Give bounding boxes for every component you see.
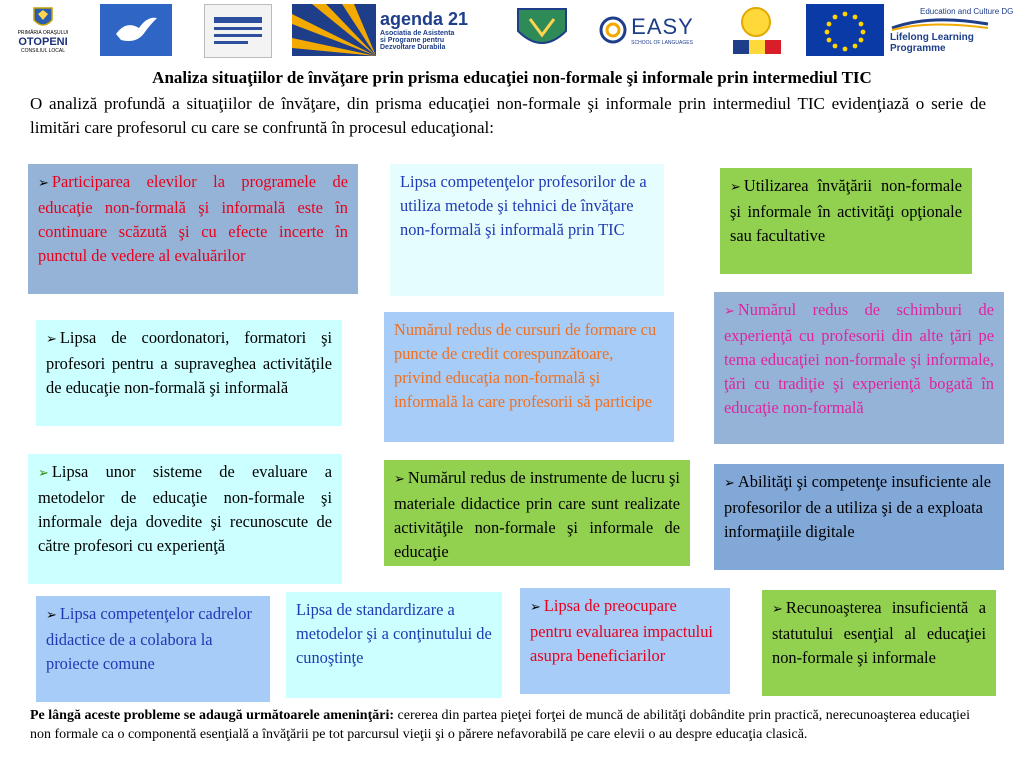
intro-paragraph: O analiză profundă a situaţiilor de învăţare, din prisma educaţiei non-formale şi informale prin intermediul TIC evidenţiază o serie de limitări care profesorul cu care se confruntă în procesul educaţional: <box>30 94 986 137</box>
footer-text: cererea din partea pieţei forţei de muncă de abilităţi dobândite prin practică, nerecunoaşterea educaţiei non formale ca o componentă esenţială a învăţării pe tot parcursul vieţii şi o părere nefavorabilă pe care elevii o au despre educaţia clasică. <box>30 708 971 742</box>
box-optional-activities: ➢ Utilizarea învăţării non-formale şi informale în activităţi opţionale sau facultative <box>720 168 972 274</box>
arrow-bullet-icon: ➢ <box>394 472 405 487</box>
box-teacher-competences: Lipsa competenţelor profesorilor de a utiliza metode şi tehnici de învăţare non-formală şi informală prin TIC <box>390 164 664 296</box>
sunburst-icon <box>292 4 376 56</box>
box-teaching-materials: ➢ Numărul redus de instrumente de lucru şi materiale didactice prin care sunt realizate activităţile non-formale şi informale de educaţie <box>384 460 690 566</box>
box-collaboration: ➢ Lipsa competenţelor cadrelor didactice de a colabora la proiecte comune <box>36 596 270 702</box>
box-training-courses: Numărul redus de cursuri de formare cu puncte de credit corespunzătoare, privind educaţia non-formală şi informală la care profesorii să participe <box>384 312 674 442</box>
box-standardization: Lipsa de standardizare a metodelor şi a conţinutului de cunoştinţe <box>286 592 502 698</box>
crest-logo <box>510 4 574 56</box>
arrow-bullet-icon: ➢ <box>772 602 783 617</box>
footer-paragraph <box>30 706 970 744</box>
sun-logo <box>720 4 792 56</box>
llp-logo: Education and Culture DG Lifelong Learning Programme <box>890 6 1014 54</box>
box-digital-skills: ➢ Abilităţi şi competenţe insuficiente ale profesorilor de a utiliza şi de a exploata informaţiile digitale <box>714 464 1004 570</box>
box-impact-evaluation: ➢ Lipsa de preocupare pentru evaluarea impactului asupra beneficiarilor <box>520 588 730 694</box>
agenda21-logo: agenda 21 Asociatia de Asistenta si Programe pentru Dezvoltare Durabila <box>292 4 500 56</box>
box-coordinators: ➢ Lipsa de coordonatori, formatori şi profesori pentru a supraveghea activităţile de educaţie non-formală şi informală <box>36 320 342 426</box>
arrow-bullet-icon: ➢ <box>724 476 735 491</box>
shield-icon <box>514 5 570 55</box>
box-evaluation-systems: ➢ Lipsa unor sisteme de evaluare a metodelor de educaţie non-formale şi informale deja dovedite şi recunoscute de către profesori cu experienţă <box>28 454 342 584</box>
school-logo <box>204 4 272 58</box>
swirl-icon <box>598 15 628 45</box>
footer-lead: Pe lângă aceste probleme se adaugă următoarele ameninţări: <box>30 708 394 723</box>
box-experience-exchange: ➢ Numărul redus de schimburi de experienţă cu profesorii din alte ţări pe tema educaţiei non-formale şi informale, ţări cu tradiţie şi experienţă bogată în educaţie non-formală <box>714 292 1004 444</box>
arrow-bullet-icon: ➢ <box>38 176 49 191</box>
dove-icon <box>111 12 161 48</box>
box-recognition: ➢ Recunoaşterea insuficientă a statutului esenţial al educaţiei non-formale şi informale <box>762 590 996 696</box>
arrow-bullet-icon: ➢ <box>46 332 57 347</box>
arrow-bullet-icon: ➢ <box>730 180 741 195</box>
eu-flag-logo <box>806 4 884 56</box>
easy-logo: EASY SCHOOL OF LANGUAGES <box>590 4 702 56</box>
logo-strip <box>0 0 1024 62</box>
sun-flag-icon <box>723 4 789 56</box>
arrow-bullet-icon: ➢ <box>530 600 541 615</box>
arrow-bullet-icon: ➢ <box>46 608 57 623</box>
arrow-bullet-icon: ➢ <box>38 466 49 481</box>
swoosh-icon <box>890 16 990 32</box>
otopeni-logo: PRIMĂRIA ORAŞULUI OTOPENI CONSILIUL LOCAL <box>8 4 78 56</box>
box-participation: ➢ Participarea elevilor la programele de educaţie non-formală şi informală este în continuare scăzută şi cu efecte incerte în punctul de vedere al evaluărilor <box>28 164 358 294</box>
eu-stars-icon <box>810 6 880 54</box>
school-crest-icon <box>208 11 268 51</box>
dove-logo <box>100 4 172 56</box>
page-title: Analiza situaţiilor de învăţare prin prisma educaţiei non-formale şi informale prin intermediul TIC <box>152 68 872 87</box>
coat-of-arms-icon <box>32 6 54 30</box>
arrow-bullet-icon: ➢ <box>724 304 735 319</box>
